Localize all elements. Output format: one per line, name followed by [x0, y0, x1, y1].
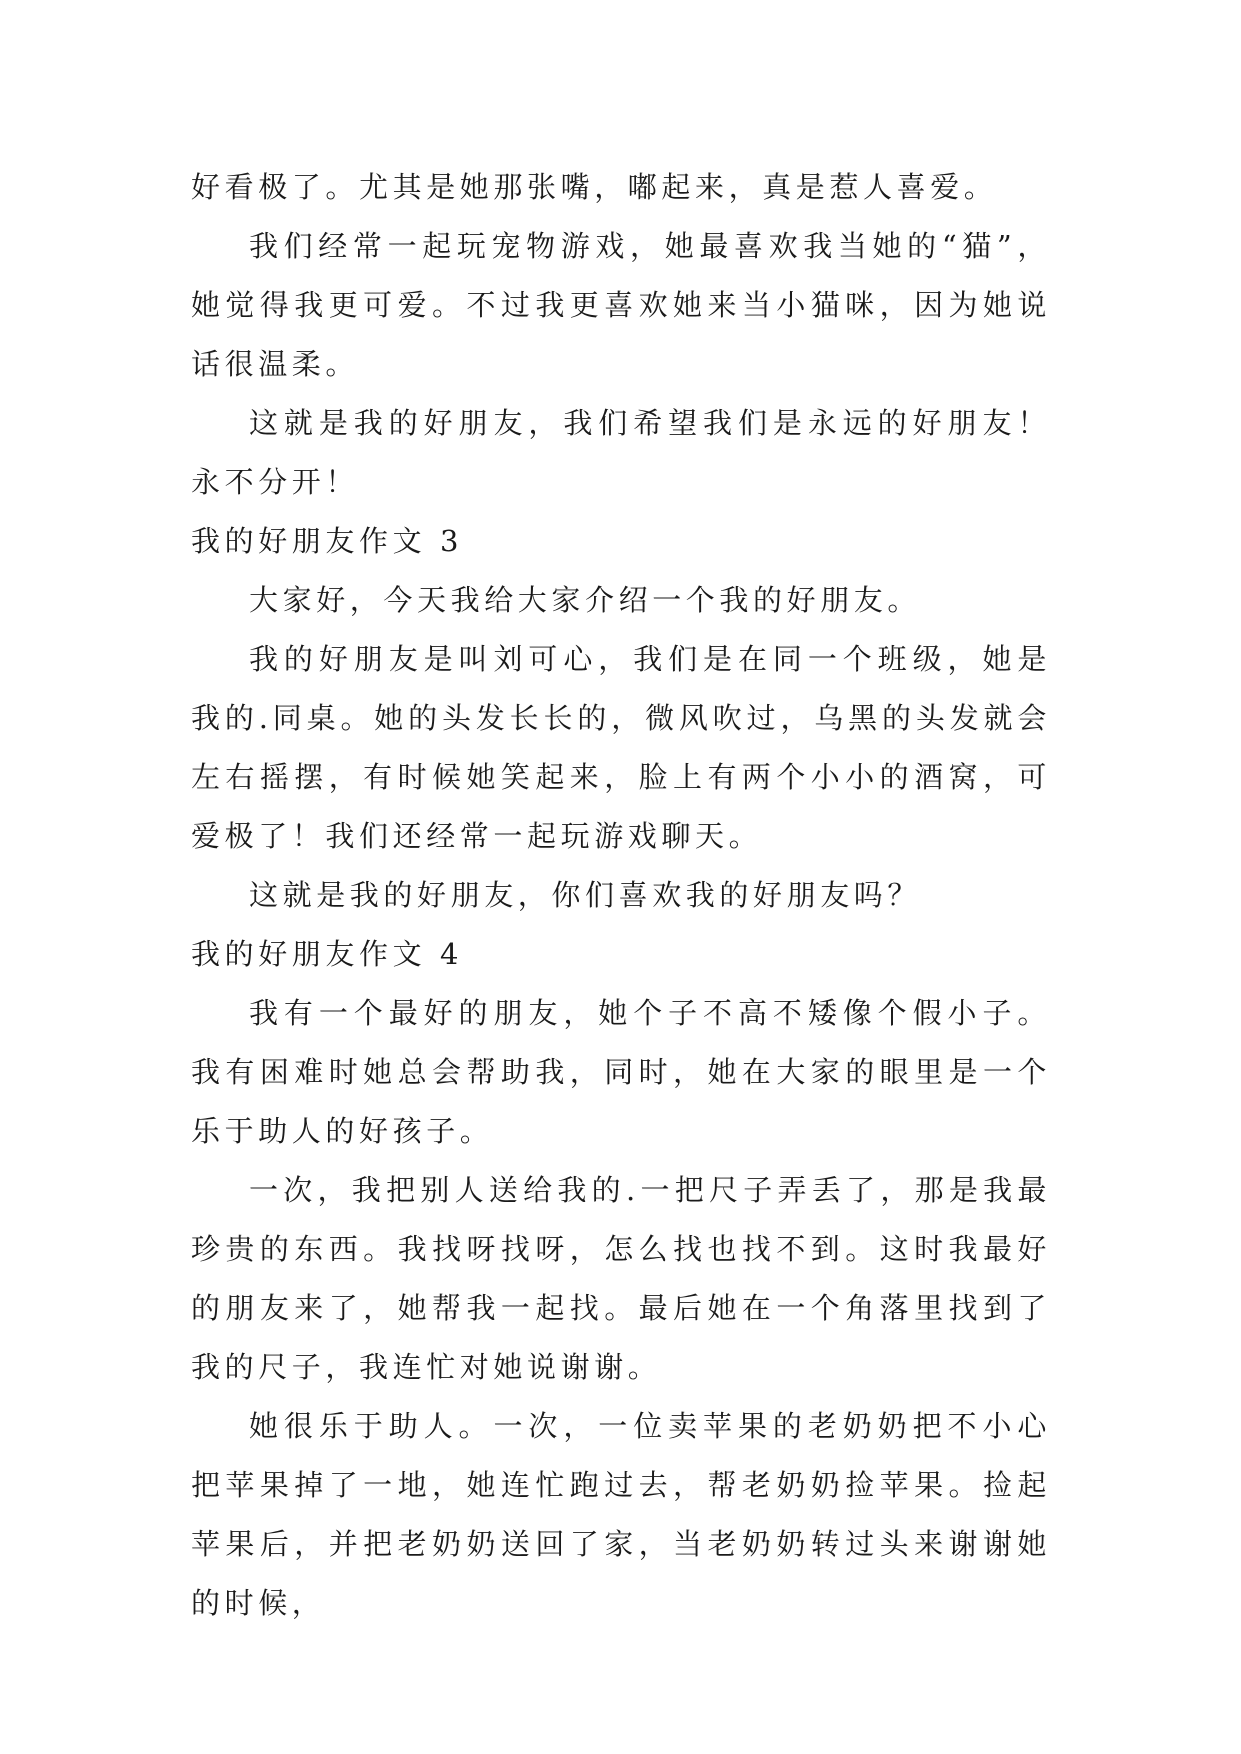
paragraph: 一次，我把别人送给我的.一把尺子弄丢了，那是我最珍贵的东西。我找呀找呀，怎么找也找不到。这时我最好的朋友来了，她帮我一起找。最后她在一个角落里找到了我的尺子，我连忙对她说谢谢。 — [191, 1173, 1051, 1384]
document-body — [191, 158, 1051, 1633]
paragraph: 我们经常一起玩宠物游戏，她最喜欢我当她的“猫”，她觉得我更可爱。不过我更喜欢她来当小猫咪，因为她说话很温柔。 — [191, 229, 1051, 381]
paragraph: 好看极了。尤其是她那张嘴，嘟起来，真是惹人喜爱。 — [191, 170, 998, 204]
paragraph: 我有一个最好的朋友，她个子不高不矮像个假小子。我有困难时她总会帮助我，同时，她在大家的眼里是一个乐于助人的好孩子。 — [191, 996, 1051, 1148]
paragraph: 她很乐于助人。一次，一位卖苹果的老奶奶把不小心把苹果掉了一地，她连忙跑过去，帮老奶奶捡苹果。捡起苹果后，并把老奶奶送回了家，当老奶奶转过头来谢谢她的时候， — [191, 1409, 1051, 1620]
paragraph: 我的好朋友是叫刘可心，我们是在同一个班级，她是我的.同桌。她的头发长长的，微风吹过，乌黑的头发就会左右摇摆，有时候她笑起来，脸上有两个小小的酒窝，可爱极了！我们还经常一起玩游戏聊天。 — [191, 642, 1051, 853]
paragraph: 这就是我的好朋友，我们希望我们是永远的好朋友！永不分开！ — [191, 406, 1051, 499]
paragraph: 这就是我的好朋友，你们喜欢我的好朋友吗？ — [249, 878, 922, 912]
paragraph: 大家好，今天我给大家介绍一个我的好朋友。 — [249, 583, 922, 617]
section-heading: 我的好朋友作文 3 — [191, 524, 464, 558]
section-heading: 我的好朋友作文 4 — [191, 937, 464, 971]
